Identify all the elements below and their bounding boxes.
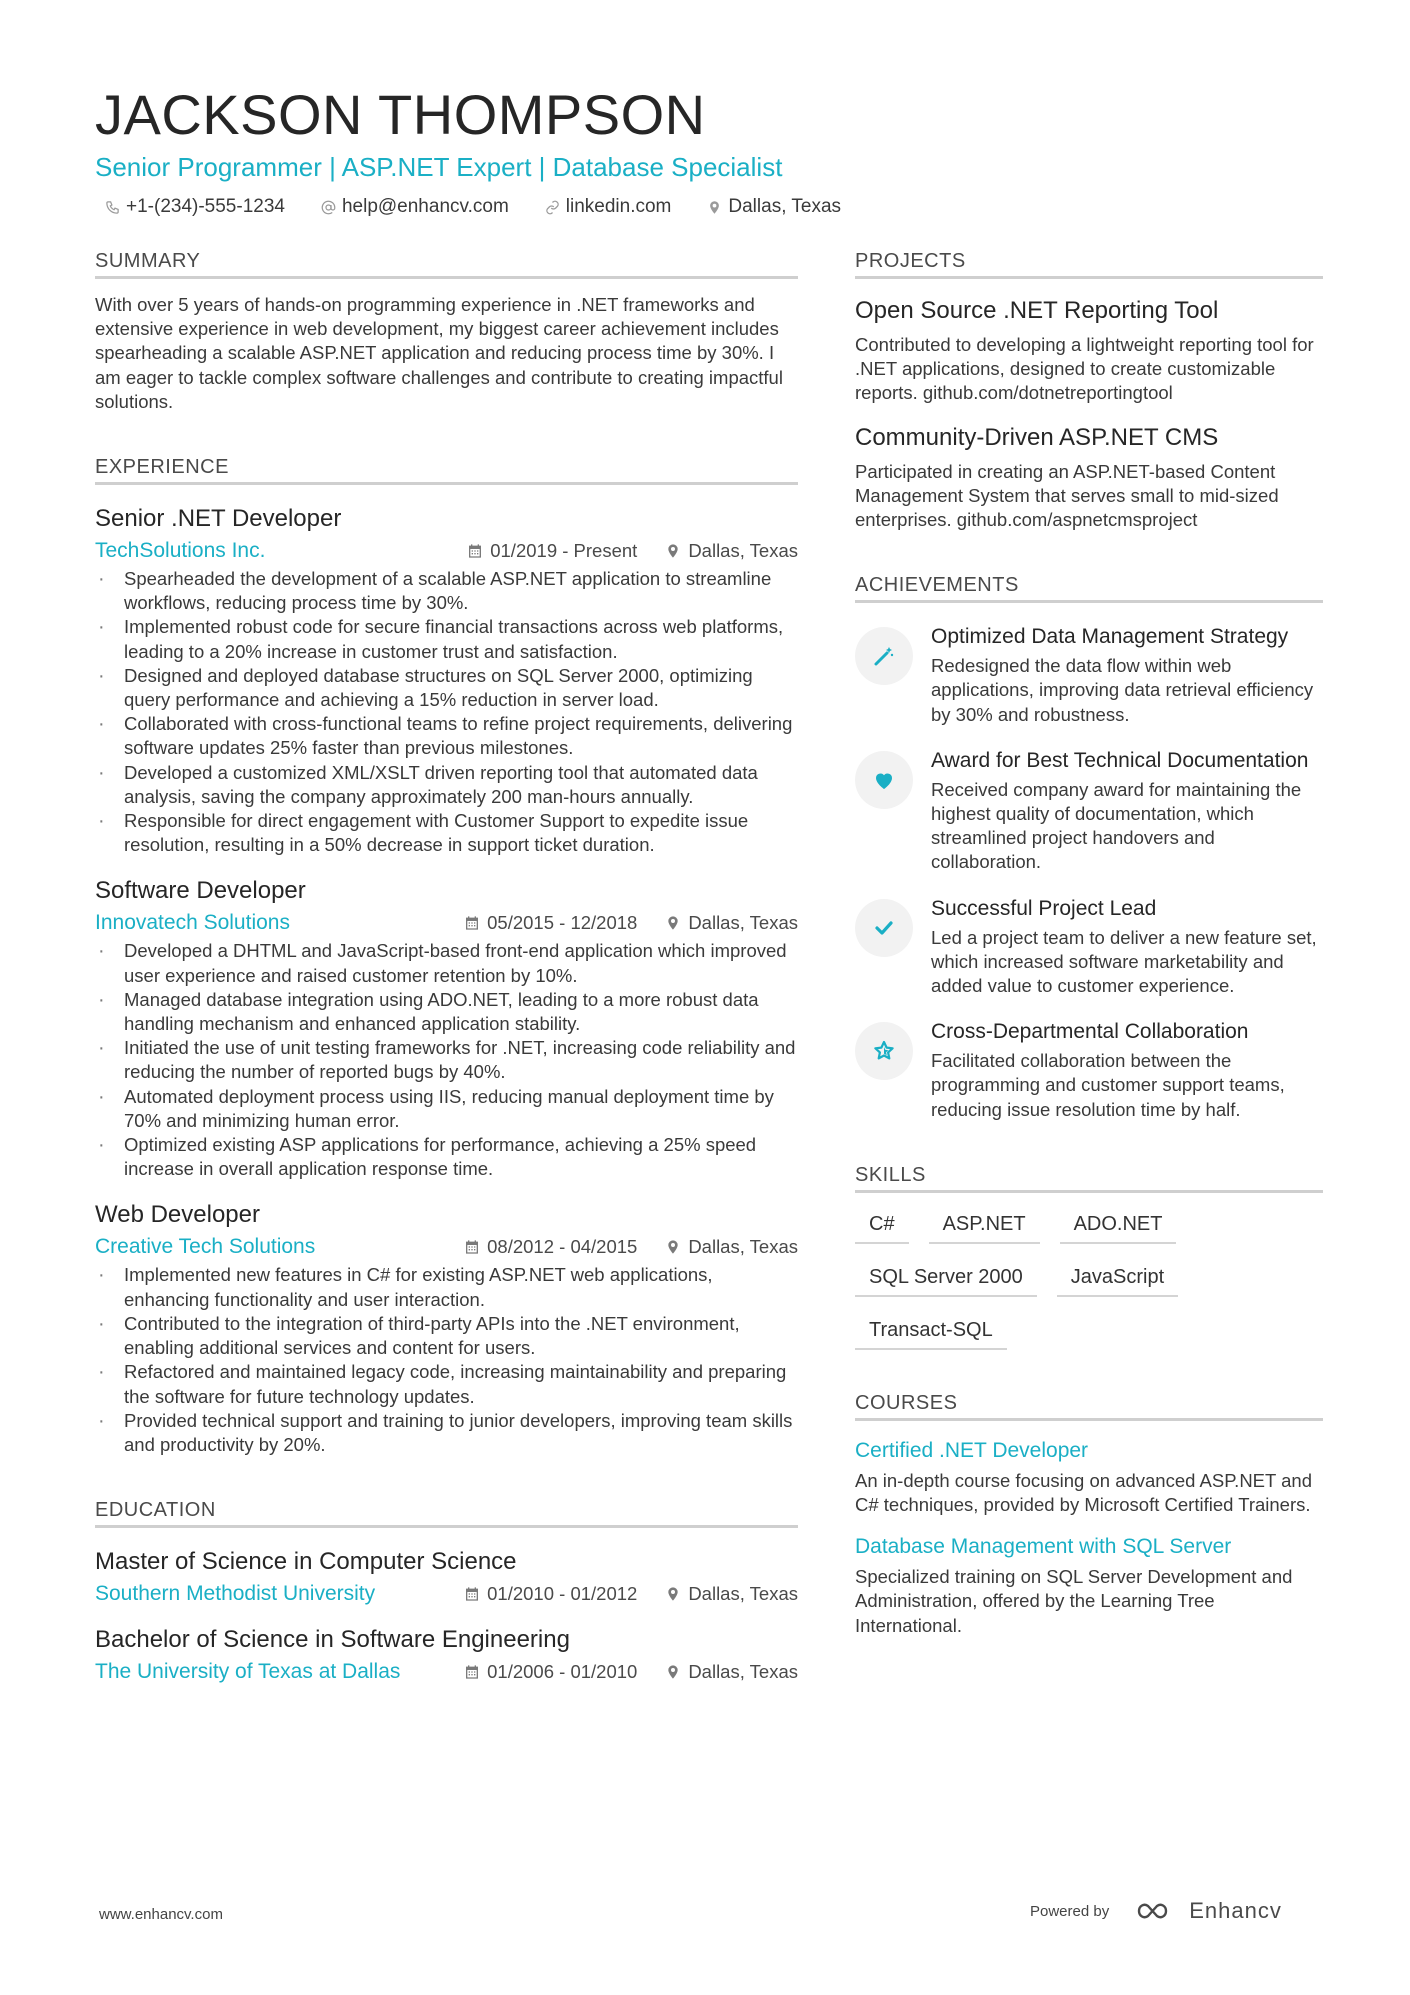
education-meta (95, 1582, 798, 1606)
calendar-icon (464, 1664, 480, 1680)
achievements-heading: ACHIEVEMENTS (855, 572, 1323, 603)
achievement-description: Redesigned the data flow within web applications, improving data retrieval efficiency by 30% and robustness. (931, 655, 1314, 725)
education-dates-text: 01/2006 - 01/2010 (487, 1661, 638, 1683)
job-location (665, 912, 798, 934)
calendar-icon (467, 543, 483, 559)
phone-icon (105, 200, 120, 215)
left-column (95, 248, 798, 1684)
achievement-item (855, 1018, 1323, 1122)
achievement-icon-badge (855, 627, 913, 685)
linkedin-text: linkedin.com (565, 196, 672, 217)
courses-heading: COURSES (855, 1390, 1323, 1421)
achievement-title: Award for Best Technical Documentation (931, 748, 1309, 772)
candidate-subtitle: Senior Programmer | ASP.NET Expert | Database Specialist (95, 152, 783, 182)
contact-bar (95, 196, 1325, 218)
location-pin-icon (665, 1664, 681, 1680)
project-title: Open Source .NET Reporting Tool (855, 297, 1219, 324)
achievement-body (931, 1018, 1323, 1122)
project-title: Community-Driven ASP.NET CMS (855, 423, 1219, 451)
job-location-text: Dallas, Texas (688, 912, 798, 934)
company-name: Creative Tech Solutions (95, 1235, 316, 1259)
list-item: · Provided technical support and training to junior developers, improving team skills and productivity by 20%. (95, 1409, 798, 1457)
achievement-body (931, 623, 1323, 727)
education-heading: EDUCATION (95, 1497, 798, 1528)
degree-title: Bachelor of Science in Software Engineering (95, 1626, 570, 1654)
location-pin-icon (707, 200, 722, 215)
education-item (95, 1546, 798, 1606)
job-dates (464, 912, 637, 934)
location-pin-icon (665, 543, 681, 559)
skills-list (855, 1209, 1323, 1350)
achievement-title: Cross-Departmental Collaboration (931, 1020, 1249, 1044)
job-dates-text: 05/2015 - 12/2018 (487, 912, 638, 934)
education-meta (95, 1660, 798, 1684)
achievement-title: Optimized Data Management Strategy (931, 625, 1289, 649)
contact-linkedin[interactable] (535, 196, 672, 218)
school-name: Southern Methodist University (95, 1582, 376, 1606)
education-dates (464, 1583, 637, 1605)
list-item: · Managed database integration using ADO.NET, leading to a more robust data handling mechanism and enhanced application stability. (95, 988, 798, 1036)
list-item: · Collaborated with cross-functional teams to refine project requirements, delivering software updates 25% faster than previous milestones. (95, 712, 798, 760)
summary-heading: SUMMARY (95, 248, 798, 279)
job-dates (467, 540, 637, 562)
achievement-icon-badge (855, 899, 913, 957)
brand-name: Enhancv (1189, 1898, 1282, 1923)
resume-header (95, 82, 1325, 218)
magic-wand-icon (872, 644, 896, 668)
project-item (855, 295, 1323, 406)
list-item: · Implemented new features in C# for existing ASP.NET web applications, enhancing functionality and user interaction. (95, 1263, 798, 1311)
list-item: · Responsible for direct engagement with Customer Support to expedite issue resolution, resulting in a 50% decrease in support ticket duration. (95, 809, 798, 857)
project-item (855, 422, 1323, 533)
skill-tag: C# (855, 1209, 909, 1244)
summary-text: With over 5 years of hands-on programming experience in .NET frameworks and extensive experience in web development, my biggest career achievement includes spearheading a scalable ASP.NET application and reducing process time by 30%. I am eager to tackle complex software challenges and contribute to creating impactful solutions. (95, 294, 783, 412)
experience-item (95, 1199, 798, 1457)
achievement-description: Facilitated collaboration between the programming and customer support teams, reducing issue resolution time by half. (931, 1050, 1285, 1120)
education-dates (464, 1661, 637, 1683)
skill-tag: Transact-SQL (855, 1315, 1007, 1350)
job-bullets (95, 1263, 798, 1457)
job-title: Senior .NET Developer (95, 505, 342, 533)
job-title: Software Developer (95, 877, 306, 905)
footer-branding (1030, 1898, 1282, 1924)
experience-item (95, 503, 798, 857)
job-dates-text: 08/2012 - 04/2015 (487, 1236, 638, 1258)
list-item: · Spearheaded the development of a scalable ASP.NET application to streamline workflows, reducing process time by 30%. (95, 567, 798, 615)
job-bullets (95, 939, 798, 1181)
list-item: · Initiated the use of unit testing frameworks for .NET, increasing code reliability and reducing the number of reported bugs by 40%. (95, 1036, 798, 1084)
achievement-body (931, 747, 1323, 875)
achievement-body (931, 895, 1323, 999)
calendar-icon (464, 915, 480, 931)
job-meta (95, 911, 798, 935)
enhancv-logo[interactable] (1135, 1898, 1282, 1924)
star-icon (872, 1039, 896, 1063)
list-item: · Developed a DHTML and JavaScript-based front-end application which improved user experience and raised customer retention by 10%. (95, 939, 798, 987)
skill-tag: ASP.NET (929, 1209, 1040, 1244)
check-icon (872, 916, 896, 940)
location-pin-icon (665, 1586, 681, 1602)
education-location-text: Dallas, Texas (688, 1661, 798, 1683)
email-text: help@enhancv.com (341, 196, 509, 217)
calendar-icon (464, 1239, 480, 1255)
powered-by-label: Powered by (1030, 1902, 1110, 1920)
job-location-text: Dallas, Texas (688, 540, 798, 562)
job-title: Web Developer (95, 1201, 260, 1229)
candidate-name: JACKSON THOMPSON (95, 83, 706, 146)
education-location (665, 1583, 798, 1605)
project-description: Contributed to developing a lightweight reporting tool for .NET applications, designed to create customizable reports. github.com/dotnetreportingtool (855, 334, 1314, 404)
course-item (855, 1437, 1323, 1517)
contact-email[interactable] (311, 196, 509, 218)
education-dates-text: 01/2010 - 01/2012 (487, 1583, 638, 1605)
contact-phone[interactable] (95, 196, 285, 218)
location-text: Dallas, Texas (728, 196, 842, 217)
education-location-text: Dallas, Texas (688, 1583, 798, 1605)
achievement-item (855, 747, 1323, 875)
achievement-icon-badge (855, 1022, 913, 1080)
list-item: · Implemented robust code for secure financial transactions across web platforms, leading to a 20% increase in customer trust and satisfaction. (95, 615, 798, 663)
achievement-icon-badge (855, 751, 913, 809)
company-name: Innovatech Solutions (95, 911, 290, 935)
list-item: · Contributed to the integration of third-party APIs into the .NET environment, enabling additional services and content for users. (95, 1312, 798, 1360)
list-item: · Designed and deployed database structures on SQL Server 2000, optimizing query performance and achieving a 15% reduction in server load. (95, 664, 798, 712)
course-item (855, 1533, 1323, 1638)
achievement-description: Received company award for maintaining the highest quality of documentation, which streamlined project handovers and collaboration. (931, 778, 1302, 873)
job-dates-text: 01/2019 - Present (490, 540, 638, 562)
contact-location (697, 196, 841, 218)
degree-title: Master of Science in Computer Science (95, 1548, 517, 1576)
course-description: An in-depth course focusing on advanced ASP.NET and C# techniques, provided by Microsoft Certified Trainers. (855, 1469, 1312, 1516)
course-title: Database Management with SQL Server (855, 1535, 1232, 1559)
calendar-icon (464, 1586, 480, 1602)
enhancv-logo-icon (1135, 1899, 1181, 1923)
achievement-item (855, 895, 1323, 999)
right-column (855, 248, 1323, 1638)
education-location (665, 1661, 798, 1683)
list-item: · Automated deployment process using IIS, reducing manual deployment time by 70% and minimizing human error. (95, 1085, 798, 1133)
experience-item (95, 875, 798, 1181)
job-location-text: Dallas, Texas (688, 1236, 798, 1258)
skills-heading: SKILLS (855, 1162, 1323, 1193)
job-location (665, 1236, 798, 1258)
project-description: Participated in creating an ASP.NET-based Content Management System that serves small to mid-sized enterprises. github.com/aspnetcmsproject (855, 460, 1279, 531)
course-title: Certified .NET Developer (855, 1438, 1089, 1462)
skill-tag: JavaScript (1057, 1262, 1178, 1297)
company-name: TechSolutions Inc. (95, 539, 266, 563)
projects-heading: PROJECTS (855, 248, 1323, 279)
job-location (665, 540, 798, 562)
list-item: · Developed a customized XML/XSLT driven reporting tool that automated data analysis, saving the company approximately 200 man-hours annually. (95, 761, 798, 809)
skill-tag: ADO.NET (1060, 1209, 1177, 1244)
experience-heading: EXPERIENCE (95, 454, 798, 485)
achievement-item (855, 623, 1323, 727)
link-icon (545, 200, 560, 215)
location-pin-icon (665, 1239, 681, 1255)
job-dates (464, 1236, 637, 1258)
list-item: · Refactored and maintained legacy code, increasing maintainability and preparing the software for future technology updates. (95, 1360, 798, 1408)
phone-text: +1-(234)-555-1234 (126, 196, 285, 217)
job-bullets (95, 567, 798, 857)
education-item (95, 1624, 798, 1684)
course-description: Specialized training on SQL Server Development and Administration, offered by the Learning Tree International. (855, 1566, 1293, 1636)
heart-icon (872, 768, 896, 792)
school-name: The University of Texas at Dallas (95, 1660, 401, 1684)
at-icon (321, 200, 336, 215)
location-pin-icon (665, 915, 681, 931)
achievement-title: Successful Project Lead (931, 896, 1157, 920)
list-item: · Optimized existing ASP applications for performance, achieving a 25% speed increase in overall application response time. (95, 1133, 798, 1181)
footer-website[interactable]: www.enhancv.com (99, 1906, 223, 1923)
job-meta (95, 1235, 798, 1259)
skill-tag: SQL Server 2000 (855, 1262, 1037, 1297)
job-meta (95, 539, 798, 563)
achievement-description: Led a project team to deliver a new feature set, which increased software marketability and added value to customer experience. (931, 926, 1317, 997)
